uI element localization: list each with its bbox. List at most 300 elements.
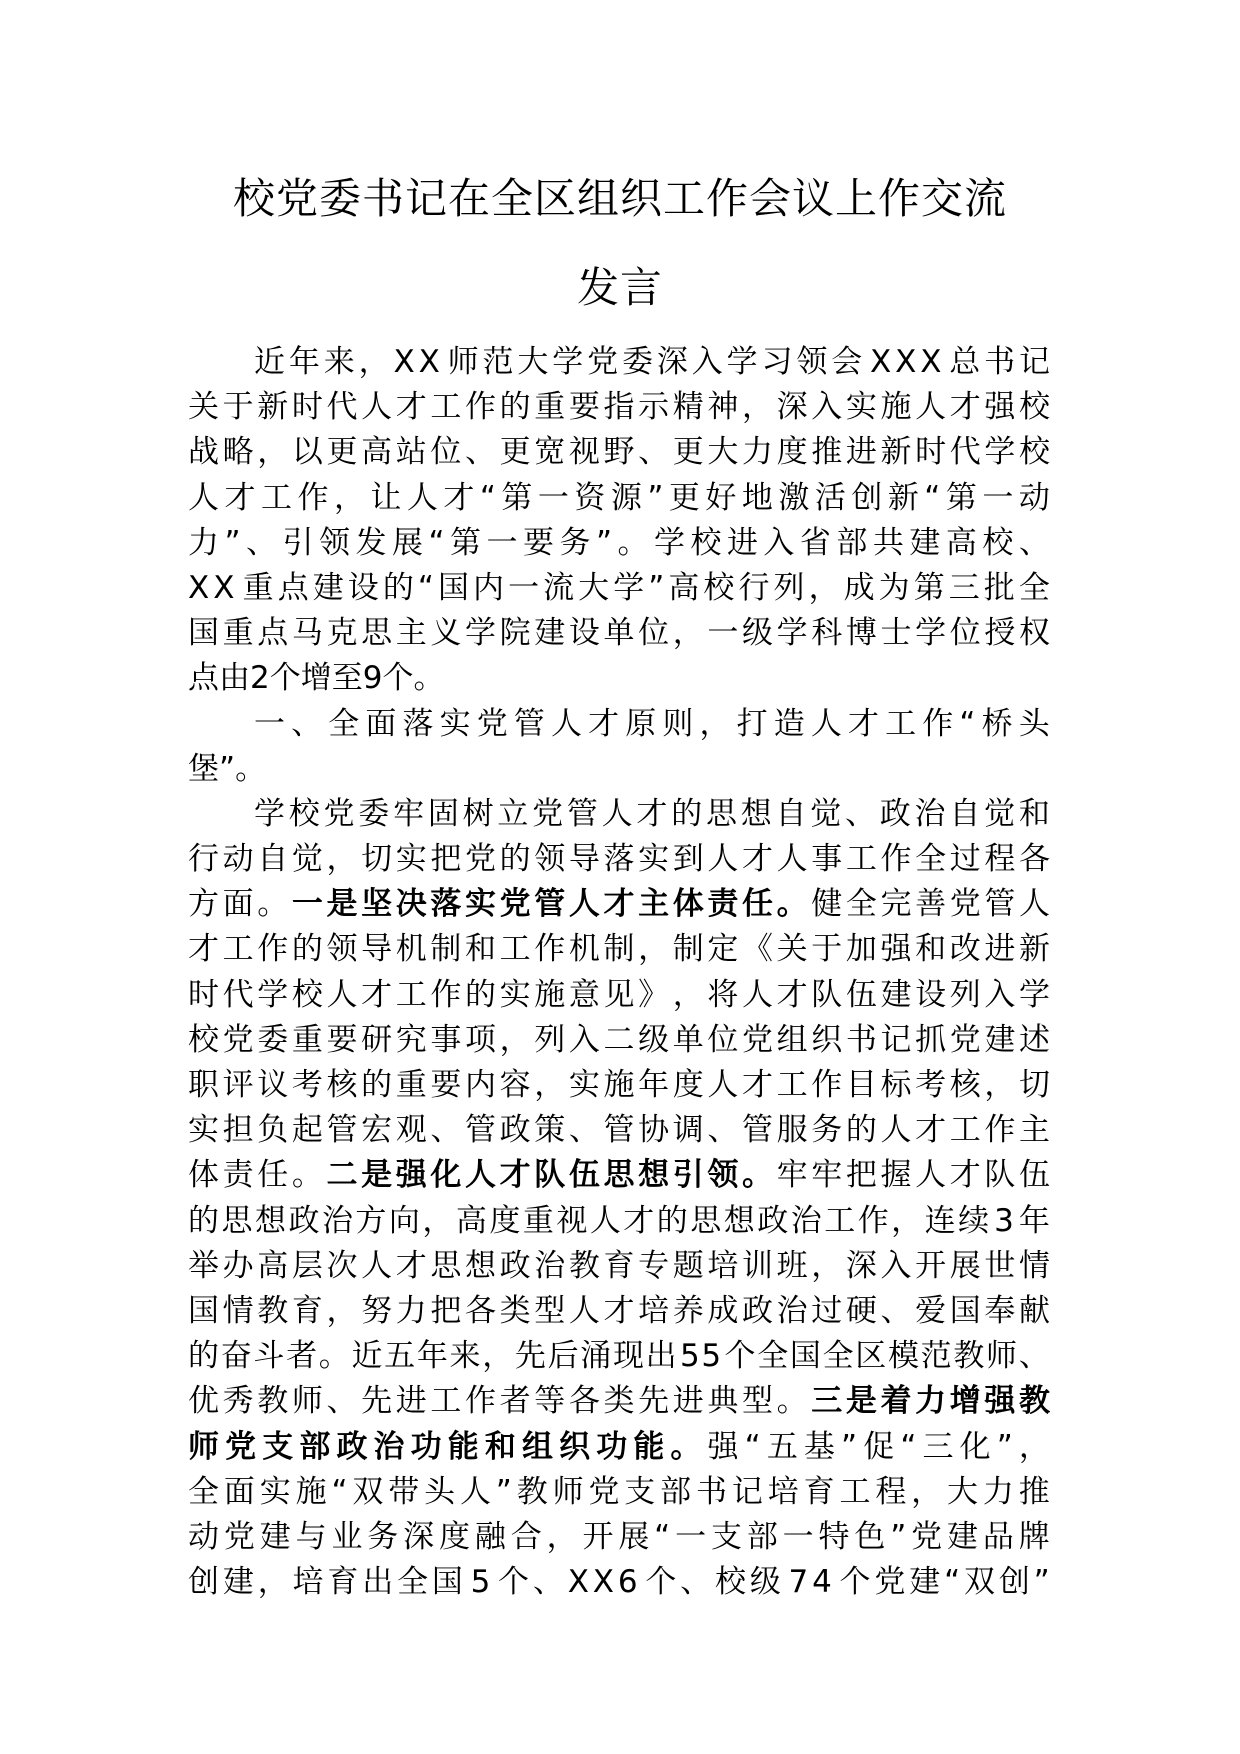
text-glyph: 点: [188, 660, 219, 697]
text-glyph: 才: [224, 479, 256, 516]
text-glyph: 时: [291, 389, 323, 426]
text-glyph: 进: [395, 1383, 427, 1420]
text-glyph: ，: [333, 479, 365, 516]
text-glyph: 领: [707, 1157, 739, 1194]
text-glyph: 政: [742, 1292, 773, 1329]
text-glyph: 引: [672, 1157, 704, 1194]
text-glyph: 化: [430, 1157, 462, 1194]
text-glyph: 硬: [845, 1292, 877, 1329]
text-glyph: 一: [291, 886, 323, 923]
text-glyph: 队: [534, 1157, 566, 1194]
text-glyph: 品: [982, 1518, 1014, 1555]
text-glyph: 关: [776, 931, 808, 968]
text-glyph: 、: [845, 795, 877, 832]
text-glyph: 方: [355, 1202, 387, 1239]
text-glyph: 作: [922, 705, 954, 742]
text-glyph: 自: [257, 841, 289, 878]
text-glyph: ，: [699, 705, 731, 742]
paragraph-line: [188, 385, 1050, 430]
text-glyph: 部: [660, 1473, 692, 1510]
text-glyph: 党: [587, 344, 619, 380]
text-glyph: 是: [361, 1157, 393, 1194]
text-glyph: 国: [789, 1338, 821, 1375]
text-glyph: X: [870, 344, 892, 380]
text-glyph: 。: [235, 750, 267, 787]
text-glyph: 类: [603, 1383, 635, 1420]
text-glyph: 一: [537, 479, 569, 516]
text-glyph: ，: [672, 976, 704, 1013]
text-glyph: X: [567, 1564, 589, 1601]
text-glyph: 校: [703, 569, 735, 606]
text-glyph: 才: [949, 1157, 981, 1194]
text-glyph: 起: [291, 1112, 323, 1149]
text-glyph: 推: [811, 434, 843, 471]
text-glyph: 高: [361, 434, 393, 471]
text-glyph: 全: [188, 1473, 219, 1510]
text-glyph: 工: [824, 1202, 856, 1239]
paragraph-line: [188, 1515, 1050, 1560]
text-glyph: 健: [811, 886, 843, 923]
text-glyph: 政: [879, 795, 911, 832]
text-glyph: 马: [291, 615, 323, 652]
text-glyph: 作: [297, 479, 329, 516]
text-glyph: 才: [776, 976, 808, 1013]
text-glyph: 校: [690, 524, 722, 561]
text-glyph: 牢: [776, 1157, 808, 1194]
text-glyph: 级: [742, 615, 773, 652]
text-glyph: 和: [1018, 795, 1050, 832]
text-glyph: 完: [880, 886, 912, 923]
text-glyph: 工: [845, 841, 877, 878]
text-glyph: ”: [224, 524, 241, 561]
text-glyph: 次: [326, 1247, 358, 1284]
text-glyph: 才: [188, 931, 219, 968]
text-glyph: 作: [857, 1202, 889, 1239]
text-glyph: 高: [257, 1247, 289, 1284]
text-glyph: 《: [742, 931, 773, 968]
text-glyph: 党: [532, 795, 564, 832]
text-glyph: 桥: [981, 705, 1013, 742]
text-glyph: 核: [949, 1067, 981, 1103]
text-glyph: 更: [326, 434, 358, 471]
text-glyph: 由: [219, 660, 250, 697]
text-glyph: 把: [430, 841, 462, 878]
text-glyph: 人: [326, 976, 358, 1013]
text-glyph: 特: [818, 1518, 850, 1555]
text-glyph: 建: [312, 569, 344, 606]
text-glyph: 培: [638, 1292, 670, 1329]
text-glyph: 代: [949, 434, 981, 471]
text-glyph: 第: [501, 479, 533, 516]
text-glyph: 才: [603, 1292, 635, 1329]
text-glyph: 究: [395, 1021, 427, 1058]
text-glyph: 型: [534, 1292, 566, 1329]
text-glyph: 造: [773, 705, 805, 742]
text-glyph: 指: [603, 389, 635, 426]
text-glyph: 想: [465, 1247, 496, 1284]
text-glyph: 党: [911, 1518, 943, 1555]
text-glyph: 二: [603, 1021, 635, 1058]
text-glyph: 的: [671, 795, 703, 832]
text-glyph: 校: [1019, 434, 1050, 471]
text-glyph: 共: [872, 524, 904, 561]
text-glyph: 的: [465, 976, 496, 1013]
text-glyph: 党: [225, 1428, 257, 1465]
text-glyph: 教: [568, 1247, 600, 1284]
text-glyph: 5: [680, 1338, 700, 1375]
text-glyph: 管: [513, 705, 545, 742]
text-glyph: 动: [1018, 479, 1050, 516]
text-glyph: 国: [949, 1292, 981, 1329]
text-glyph: 组: [521, 1428, 553, 1465]
text-glyph: 让: [370, 479, 402, 516]
text-glyph: 高: [668, 569, 700, 606]
text-glyph: 实: [439, 705, 471, 742]
text-glyph: 人: [459, 1473, 491, 1510]
text-glyph: 大: [947, 1473, 979, 1510]
text-glyph: 切: [1019, 1067, 1050, 1103]
text-glyph: 型: [742, 1383, 773, 1420]
text-glyph: 全: [328, 705, 360, 742]
text-glyph: 、: [680, 1564, 712, 1601]
text-glyph: 政: [499, 1247, 531, 1284]
text-glyph: X: [592, 1564, 615, 1601]
text-glyph: 切: [361, 841, 393, 878]
text-glyph: 更: [668, 479, 700, 516]
text-glyph: 强: [984, 389, 1016, 426]
text-glyph: 宏: [361, 1112, 393, 1149]
text-glyph: 管: [465, 1112, 496, 1149]
text-glyph: 精: [672, 389, 704, 426]
text-glyph: 党: [476, 705, 508, 742]
text-glyph: X: [393, 344, 415, 380]
text-glyph: 入: [811, 389, 843, 426]
text-glyph: 代: [326, 389, 358, 426]
text-glyph: 和: [915, 931, 947, 968]
text-glyph: 部: [746, 1518, 778, 1555]
text-glyph: 建: [534, 615, 566, 652]
text-glyph: 列: [949, 976, 981, 1013]
text-glyph: 功: [596, 1428, 628, 1465]
text-glyph: 实: [568, 1067, 600, 1103]
text-glyph: 全: [757, 1338, 789, 1375]
text-glyph: 务: [367, 1518, 399, 1555]
text-glyph: 党: [742, 1021, 773, 1058]
text-glyph: 党: [223, 1518, 255, 1555]
text-glyph: 才: [623, 1202, 655, 1239]
text-glyph: 思: [690, 1202, 722, 1239]
text-glyph: 织: [559, 1428, 591, 1465]
text-glyph: 觉: [984, 795, 1016, 832]
text-glyph: 建: [880, 976, 912, 1013]
text-glyph: 记: [880, 1021, 912, 1058]
text-glyph: 务: [811, 1112, 843, 1149]
text-glyph: 实: [259, 1473, 291, 1510]
text-glyph: 支: [710, 1518, 742, 1555]
text-glyph: 策: [534, 1112, 566, 1149]
paragraph-line: [188, 566, 1050, 611]
text-glyph: 堡: [188, 750, 219, 787]
text-glyph: 新: [257, 389, 289, 426]
text-glyph: 代: [222, 976, 254, 1013]
text-glyph: 作: [811, 1067, 843, 1103]
text-glyph: 个: [269, 660, 301, 697]
text-glyph: 内: [473, 569, 505, 606]
text-glyph: 设: [568, 615, 600, 652]
text-glyph: 世: [984, 1247, 1016, 1284]
text-glyph: 作: [430, 976, 462, 1013]
text-glyph: 打: [736, 705, 768, 742]
text-glyph: 过: [811, 1292, 843, 1329]
text-glyph: 教: [953, 1338, 985, 1375]
text-glyph: 才: [361, 976, 393, 1013]
text-glyph: 进: [984, 931, 1016, 968]
text-glyph: 重: [534, 389, 566, 426]
text-glyph: 重: [522, 1202, 554, 1239]
text-glyph: 培: [767, 1473, 799, 1510]
text-glyph: 力: [982, 1473, 1014, 1510]
text-glyph: 进: [845, 434, 877, 471]
text-glyph: 把: [845, 1157, 877, 1194]
page-title-continued: 发言: [576, 263, 663, 312]
text-glyph: 国: [188, 1292, 219, 1329]
text-glyph: ，: [672, 615, 704, 652]
text-glyph: 担: [222, 1112, 254, 1149]
text-glyph: 地: [741, 479, 773, 516]
text-glyph: 省: [799, 524, 831, 561]
text-glyph: 思: [705, 795, 737, 832]
text-glyph: 管: [742, 1112, 773, 1149]
text-glyph: 治: [914, 795, 946, 832]
text-glyph: 5: [470, 1564, 491, 1601]
text-glyph: 管: [603, 1112, 635, 1149]
text-glyph: 原: [625, 705, 657, 742]
text-glyph: 是: [845, 1383, 877, 1420]
text-glyph: 入: [880, 1247, 912, 1284]
text-glyph: 增: [949, 1383, 981, 1420]
text-glyph: 成: [843, 569, 875, 606]
text-glyph: 评: [222, 1067, 254, 1103]
text-glyph: 管: [984, 886, 1016, 923]
text-glyph: 入: [691, 344, 723, 380]
text-glyph: 。: [670, 1428, 702, 1465]
text-glyph: 实: [638, 841, 670, 878]
text-glyph: 才: [395, 1247, 427, 1284]
text-glyph: 》: [638, 976, 670, 1013]
text-glyph: 工: [499, 931, 531, 968]
text-glyph: 功: [410, 1428, 442, 1465]
text-glyph: 义: [430, 615, 462, 652]
text-glyph: 创: [998, 1564, 1030, 1601]
text-glyph: 才: [742, 1067, 773, 1103]
text-glyph: 源: [610, 479, 642, 516]
text-glyph: 者: [499, 1383, 531, 1420]
text-glyph: 实: [188, 1112, 219, 1149]
text-glyph: 思: [221, 1202, 253, 1239]
text-glyph: 近: [351, 1338, 383, 1375]
text-glyph: 的: [382, 569, 414, 606]
paragraph-line: [188, 927, 1050, 972]
text-glyph: 着: [880, 1383, 912, 1420]
text-glyph: 促: [863, 1428, 895, 1465]
text-glyph: 。: [617, 524, 649, 561]
text-glyph: 努: [361, 1292, 393, 1329]
text-glyph: 教: [257, 1292, 289, 1329]
text-glyph: 校: [291, 976, 323, 1013]
text-glyph: 、: [246, 524, 278, 561]
text-glyph: 大: [578, 569, 610, 606]
text-glyph: 第: [450, 524, 481, 561]
text-glyph: 政: [757, 1202, 789, 1239]
paragraph-line: [188, 1425, 1050, 1470]
paragraph-line: [188, 1063, 1050, 1108]
text-glyph: 学: [552, 344, 584, 380]
text-glyph: 项: [465, 1021, 496, 1058]
text-glyph: 流: [543, 569, 575, 606]
text-glyph: 才: [742, 841, 773, 878]
text-glyph: 入: [984, 976, 1016, 1013]
text-glyph: 容: [499, 1067, 531, 1103]
text-glyph: 头: [424, 1473, 456, 1510]
text-glyph: 增: [300, 660, 332, 697]
text-glyph: 度: [489, 1202, 521, 1239]
text-glyph: “: [331, 1473, 348, 1510]
text-glyph: 、: [532, 1564, 564, 1601]
text-glyph: 的: [499, 841, 531, 878]
text-glyph: 政: [288, 1202, 320, 1239]
text-glyph: 全: [822, 1338, 854, 1375]
text-glyph: ，: [638, 931, 670, 968]
text-glyph: 点: [257, 615, 289, 652]
text-glyph: 教: [1019, 1383, 1050, 1420]
text-glyph: 才: [636, 795, 668, 832]
text-glyph: 、: [880, 1292, 912, 1329]
text-glyph: 总: [949, 344, 981, 380]
text-glyph: 要: [326, 1021, 358, 1058]
text-glyph: 建: [909, 1564, 941, 1601]
page-title: 校党委书记在全区组织工作会议上作交流: [232, 174, 1007, 223]
text-glyph: ，: [546, 1518, 578, 1555]
text-glyph: 落: [430, 886, 462, 923]
text-glyph: 涌: [580, 1338, 612, 1375]
text-glyph: 视: [556, 1202, 588, 1239]
text-glyph: 新: [880, 434, 912, 471]
text-glyph: 院: [499, 615, 531, 652]
text-glyph: 的: [291, 931, 323, 968]
text-glyph: 爱: [915, 1292, 947, 1329]
text-glyph: 办: [222, 1247, 254, 1284]
text-glyph: 职: [188, 1067, 219, 1103]
text-glyph: 师: [447, 344, 479, 380]
paragraph-line: [188, 1244, 1050, 1289]
text-glyph: 至: [331, 660, 363, 697]
text-glyph: 才: [499, 1157, 531, 1194]
text-glyph: ，: [257, 1564, 289, 1601]
text-glyph: 考: [915, 1067, 947, 1103]
text-glyph: 大: [707, 434, 739, 471]
text-glyph: 校: [1019, 389, 1050, 426]
text-glyph: 才: [395, 389, 427, 426]
text-glyph: 才: [588, 705, 620, 742]
text-glyph: 权: [1019, 615, 1050, 652]
text-glyph: 一: [982, 479, 1014, 516]
text-glyph: ，: [358, 344, 390, 380]
text-glyph: 力: [915, 1383, 947, 1420]
text-glyph: 主: [1019, 1112, 1050, 1149]
text-glyph: 融: [474, 1518, 506, 1555]
paragraph-line: [188, 521, 1050, 566]
text-glyph: 牌: [1018, 1518, 1050, 1555]
text-glyph: 深: [656, 344, 688, 380]
text-glyph: 秀: [222, 1383, 254, 1420]
text-glyph: 面: [365, 705, 397, 742]
text-glyph: 个: [839, 1564, 871, 1601]
text-glyph: 人: [880, 1112, 912, 1149]
text-glyph: 级: [638, 1021, 670, 1058]
text-glyph: 色: [854, 1518, 886, 1555]
text-glyph: “: [900, 1428, 917, 1465]
text-glyph: 引: [282, 524, 314, 561]
text-glyph: 学: [465, 615, 496, 652]
text-glyph: 国: [437, 569, 469, 606]
text-glyph: 研: [361, 1021, 393, 1058]
text-glyph: 士: [880, 615, 912, 652]
text-glyph: 重: [291, 1021, 323, 1058]
text-glyph: 授: [984, 615, 1016, 652]
text-glyph: 五: [384, 1338, 416, 1375]
text-glyph: 体: [188, 1157, 219, 1194]
paragraph-line: [188, 792, 1050, 837]
text-glyph: 师: [291, 1383, 323, 1420]
text-glyph: 记: [731, 1473, 763, 1510]
text-glyph: 度: [776, 434, 808, 471]
text-glyph: 力: [742, 434, 773, 471]
text-glyph: 人: [776, 841, 808, 878]
text-glyph: 深: [776, 389, 808, 426]
text-glyph: 出: [645, 1338, 677, 1375]
text-glyph: 近: [254, 344, 285, 380]
text-glyph: 深: [845, 1247, 877, 1284]
text-glyph: 议: [257, 1067, 289, 1103]
text-glyph: 点: [277, 569, 309, 606]
text-glyph: 奋: [220, 1338, 252, 1375]
text-glyph: 抓: [915, 1021, 947, 1058]
text-glyph: 斗: [253, 1338, 285, 1375]
text-glyph: 育: [803, 1473, 835, 1510]
text-glyph: 工: [839, 1473, 871, 1510]
text-glyph: 双: [963, 1564, 995, 1601]
text-glyph: 将: [707, 976, 739, 1013]
text-glyph: 握: [880, 1157, 912, 1194]
text-glyph: 落: [603, 841, 635, 878]
text-glyph: 化: [959, 1428, 991, 1465]
text-glyph: 想: [723, 1202, 755, 1239]
text-glyph: 过: [949, 841, 981, 878]
text-glyph: 才: [915, 1112, 947, 1149]
text-glyph: 工: [949, 1112, 981, 1149]
text-glyph: 学: [257, 976, 289, 1013]
text-glyph: 党: [323, 795, 355, 832]
text-glyph: 、: [568, 1112, 600, 1149]
text-glyph: 委: [257, 1021, 289, 1058]
paragraph-line: [188, 1379, 1050, 1424]
text-glyph: 师: [188, 1428, 219, 1465]
text-glyph: “: [654, 1518, 671, 1555]
text-glyph: 重: [222, 615, 254, 652]
text-glyph: 一: [486, 524, 518, 561]
text-glyph: 加: [845, 931, 877, 968]
text-glyph: 程: [984, 841, 1016, 878]
